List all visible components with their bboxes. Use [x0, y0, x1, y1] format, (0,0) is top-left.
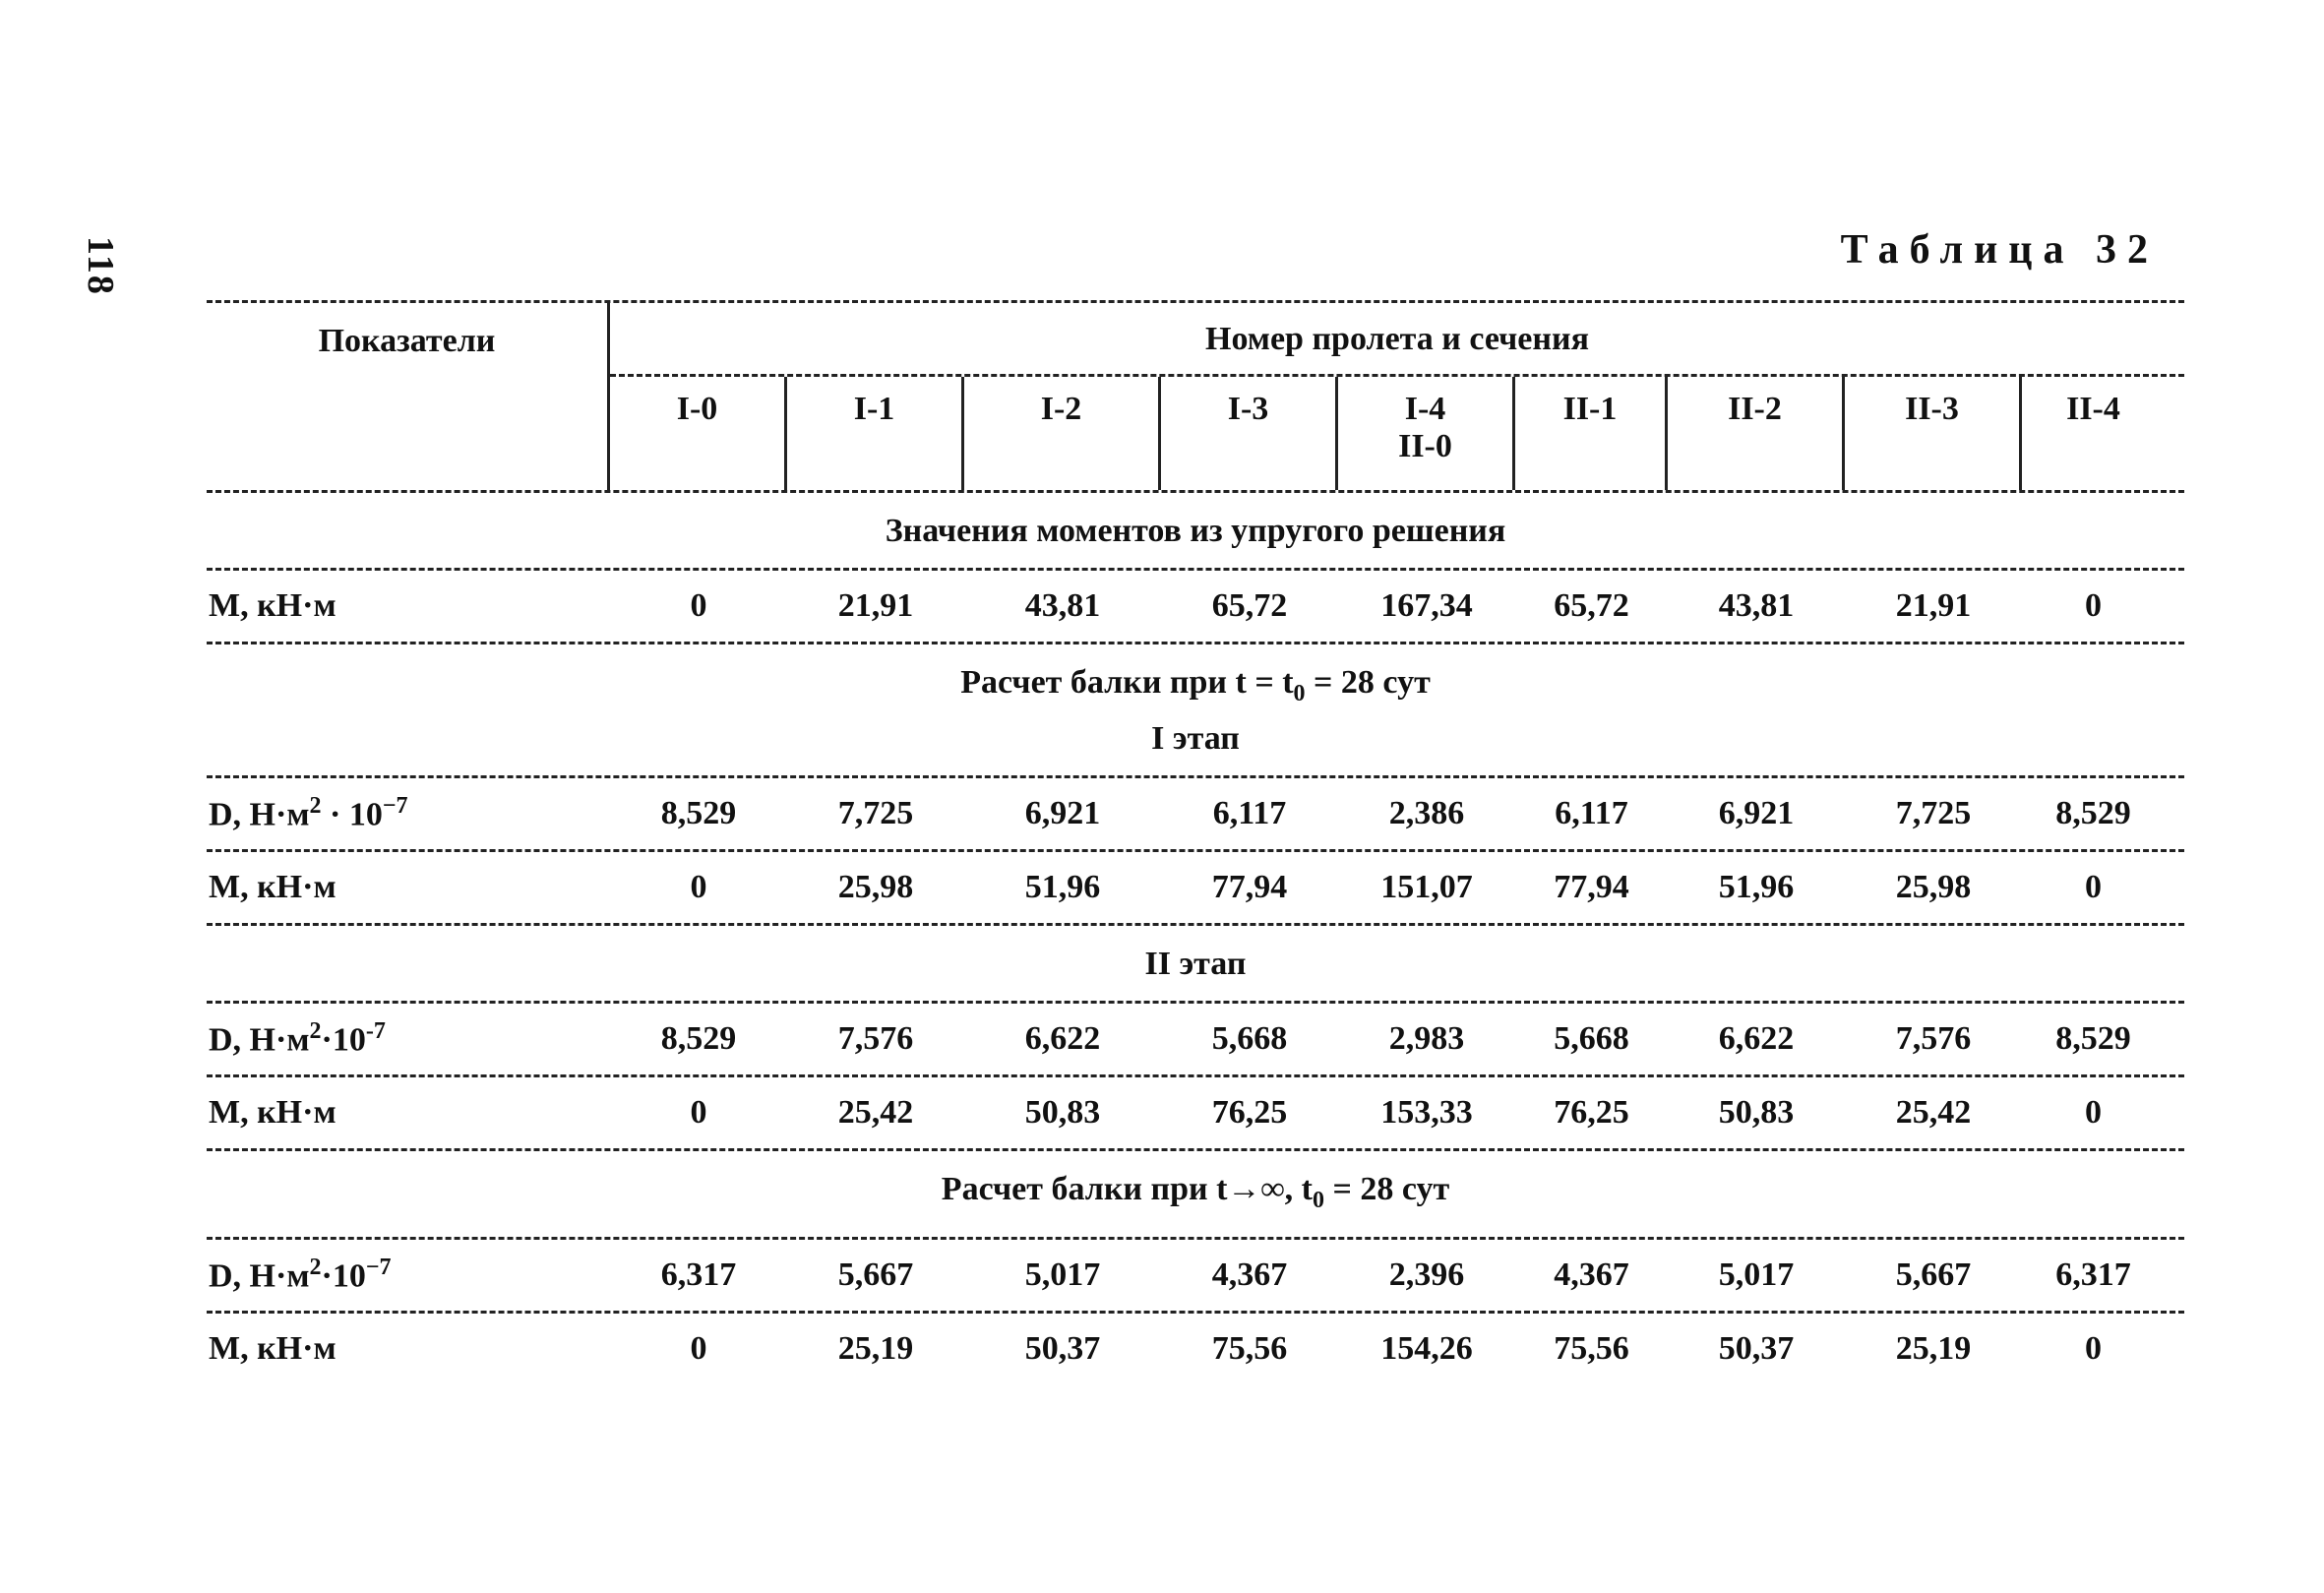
table-cell: 153,33 — [1380, 1093, 1473, 1131]
table-cell: 77,94 — [1554, 868, 1629, 905]
row-label-text: М, кН·м — [209, 587, 336, 624]
column-header-label: I-4 — [1404, 391, 1446, 427]
row-label — [207, 1255, 610, 1295]
table-cell: 25,98 — [1895, 868, 1972, 905]
row-label — [207, 1330, 610, 1368]
table-cell: 25,42 — [1895, 1093, 1972, 1131]
table-cell: 77,94 — [1211, 868, 1288, 905]
table-cell: 76,25 — [1211, 1093, 1288, 1131]
column-header-label: II-2 — [1728, 391, 1782, 427]
column-header — [1668, 377, 1845, 490]
table-cell: 8,529 — [2055, 1019, 2131, 1057]
table-header — [207, 303, 2184, 490]
table-cell: 25,19 — [837, 1329, 914, 1367]
column-header — [1161, 377, 1338, 490]
column-header — [2022, 377, 2165, 490]
table-cell: 4,367 — [1211, 1256, 1288, 1293]
table-cell: 0 — [2085, 868, 2102, 905]
table-cell: 6,921 — [1024, 794, 1101, 831]
row-label-text: D, Н·м — [209, 1021, 310, 1059]
table-cell: 43,81 — [1718, 587, 1795, 624]
row-label-text: D, Н·м — [209, 1257, 310, 1295]
table-cell: 65,72 — [1554, 587, 1629, 624]
table-cell: 7,725 — [837, 794, 914, 831]
column-header-label: II-0 — [1398, 428, 1452, 464]
table-cell: 50,37 — [1718, 1329, 1795, 1367]
table-cell: 154,26 — [1380, 1329, 1473, 1367]
table-cell: 0 — [2085, 1093, 2102, 1131]
table-cell: 0 — [2085, 1329, 2102, 1367]
section-title-elastic: Значения моментов из упругого решения — [885, 513, 1506, 549]
table-cell: 5,667 — [837, 1256, 914, 1293]
page-number: 118 — [80, 236, 121, 296]
table-row — [207, 571, 2184, 642]
table-cell: 6,317 — [660, 1256, 737, 1293]
table-cell: 51,96 — [1718, 868, 1795, 905]
column-header — [1338, 377, 1515, 490]
column-header — [1515, 377, 1668, 490]
table-cell: 8,529 — [2055, 794, 2131, 831]
table-cell: 6,622 — [1024, 1019, 1101, 1057]
table-cell: 5,668 — [1211, 1019, 1288, 1057]
table-cell: 7,725 — [1895, 794, 1972, 831]
table-row — [207, 1314, 2184, 1384]
table-cell: 151,07 — [1380, 868, 1473, 905]
table-row — [207, 1240, 2184, 1311]
section-title-text: Расчет балки при t = t — [960, 664, 1294, 701]
superscript: 2 — [309, 1018, 322, 1045]
column-header-label: I-3 — [1227, 391, 1269, 427]
stage-label: I этап — [1151, 719, 1240, 757]
table-row — [207, 1077, 2184, 1148]
table-cell: 43,81 — [1024, 587, 1101, 624]
table-cell: 21,91 — [837, 587, 914, 624]
column-header — [1845, 377, 2022, 490]
table-row — [207, 778, 2184, 849]
table-cell: 7,576 — [1895, 1019, 1972, 1057]
row-label — [207, 1018, 610, 1059]
column-header — [787, 377, 964, 490]
superscript: 2 — [309, 793, 322, 820]
row-label-multiplier: ·10 — [321, 1257, 366, 1295]
table-cell: 0 — [690, 1093, 707, 1131]
column-header-label: I-2 — [1040, 391, 1082, 427]
header-group — [610, 303, 2184, 490]
column-header-label: II-4 — [2066, 391, 2120, 427]
table-cell: 21,91 — [1895, 587, 1972, 624]
row-label-multiplier: · 10 — [321, 796, 383, 833]
superscript: −7 — [382, 793, 408, 820]
subscript: 0 — [1312, 1187, 1324, 1213]
table-cell: 50,37 — [1024, 1329, 1101, 1367]
table-caption: Таблица 32 — [1840, 227, 2159, 273]
superscript: −7 — [365, 1254, 392, 1280]
row-label — [207, 869, 610, 906]
section-title-text: = 28 сут — [1305, 664, 1431, 701]
header-group-title: Номер пролета и сечения — [610, 303, 2184, 377]
column-header — [610, 377, 787, 490]
table-cell: 75,56 — [1554, 1329, 1629, 1367]
row-label-text: D, Н·м — [209, 796, 310, 833]
table-cell: 167,34 — [1380, 587, 1473, 624]
table-cell: 6,117 — [1212, 794, 1287, 831]
data-table — [207, 300, 2184, 1384]
table-cell: 25,42 — [837, 1093, 914, 1131]
table-cell: 6,117 — [1555, 794, 1628, 831]
header-columns — [610, 377, 2184, 490]
table-cell: 2,983 — [1388, 1019, 1465, 1057]
row-label-multiplier: ·10 — [321, 1021, 366, 1059]
row-label-text: М, кН·м — [209, 868, 336, 905]
table-cell: 6,622 — [1718, 1019, 1795, 1057]
table-cell: 0 — [690, 868, 707, 905]
superscript: 2 — [309, 1254, 322, 1280]
table-cell: 6,921 — [1718, 794, 1795, 831]
table-cell: 0 — [2085, 587, 2102, 624]
table-cell: 2,396 — [1388, 1256, 1465, 1293]
table-cell: 50,83 — [1024, 1093, 1101, 1131]
row-label-text: М, кН·м — [209, 1093, 336, 1131]
table-cell: 5,017 — [1024, 1256, 1101, 1293]
table-cell: 5,668 — [1554, 1019, 1629, 1057]
table-row — [207, 1004, 2184, 1074]
column-header-label: I-1 — [853, 391, 895, 427]
table-cell: 5,017 — [1718, 1256, 1795, 1293]
row-label — [207, 587, 610, 625]
table-cell: 65,72 — [1211, 587, 1288, 624]
section-title-infinity — [207, 1151, 2184, 1237]
subscript: 0 — [1293, 680, 1306, 706]
column-header-label: II-1 — [1562, 391, 1618, 427]
table-cell: 50,83 — [1718, 1093, 1795, 1131]
row-label-text: М, кН·м — [209, 1329, 336, 1367]
table-cell: 8,529 — [660, 794, 737, 831]
table-cell: 7,576 — [837, 1019, 914, 1057]
section-title-text: = 28 сут — [1323, 1170, 1450, 1207]
table-cell: 76,25 — [1554, 1093, 1629, 1131]
section-title-stage2: II этап — [1144, 945, 1247, 982]
table-cell: 5,667 — [1895, 1256, 1972, 1293]
table-row — [207, 852, 2184, 923]
table-cell: 51,96 — [1024, 868, 1101, 905]
table-cell: 8,529 — [660, 1019, 737, 1057]
table-cell: 2,386 — [1388, 794, 1465, 831]
section-title-text: Расчет балки при t→∞, t — [941, 1170, 1313, 1207]
superscript: -7 — [365, 1018, 386, 1045]
header-indicators: Показатели — [207, 303, 610, 490]
table-cell: 6,317 — [2055, 1256, 2131, 1293]
column-header-label: II-3 — [1905, 391, 1959, 427]
table-cell: 25,98 — [837, 868, 914, 905]
row-label — [207, 793, 610, 833]
column-header — [964, 377, 1161, 490]
table-cell: 0 — [690, 587, 707, 624]
column-header-label: I-0 — [676, 391, 718, 427]
table-cell: 25,19 — [1895, 1329, 1972, 1367]
row-label — [207, 1094, 610, 1132]
table-cell: 0 — [690, 1329, 707, 1367]
table-cell: 4,367 — [1554, 1256, 1629, 1293]
section-title-t0 — [207, 644, 2184, 775]
table-cell: 75,56 — [1211, 1329, 1288, 1367]
